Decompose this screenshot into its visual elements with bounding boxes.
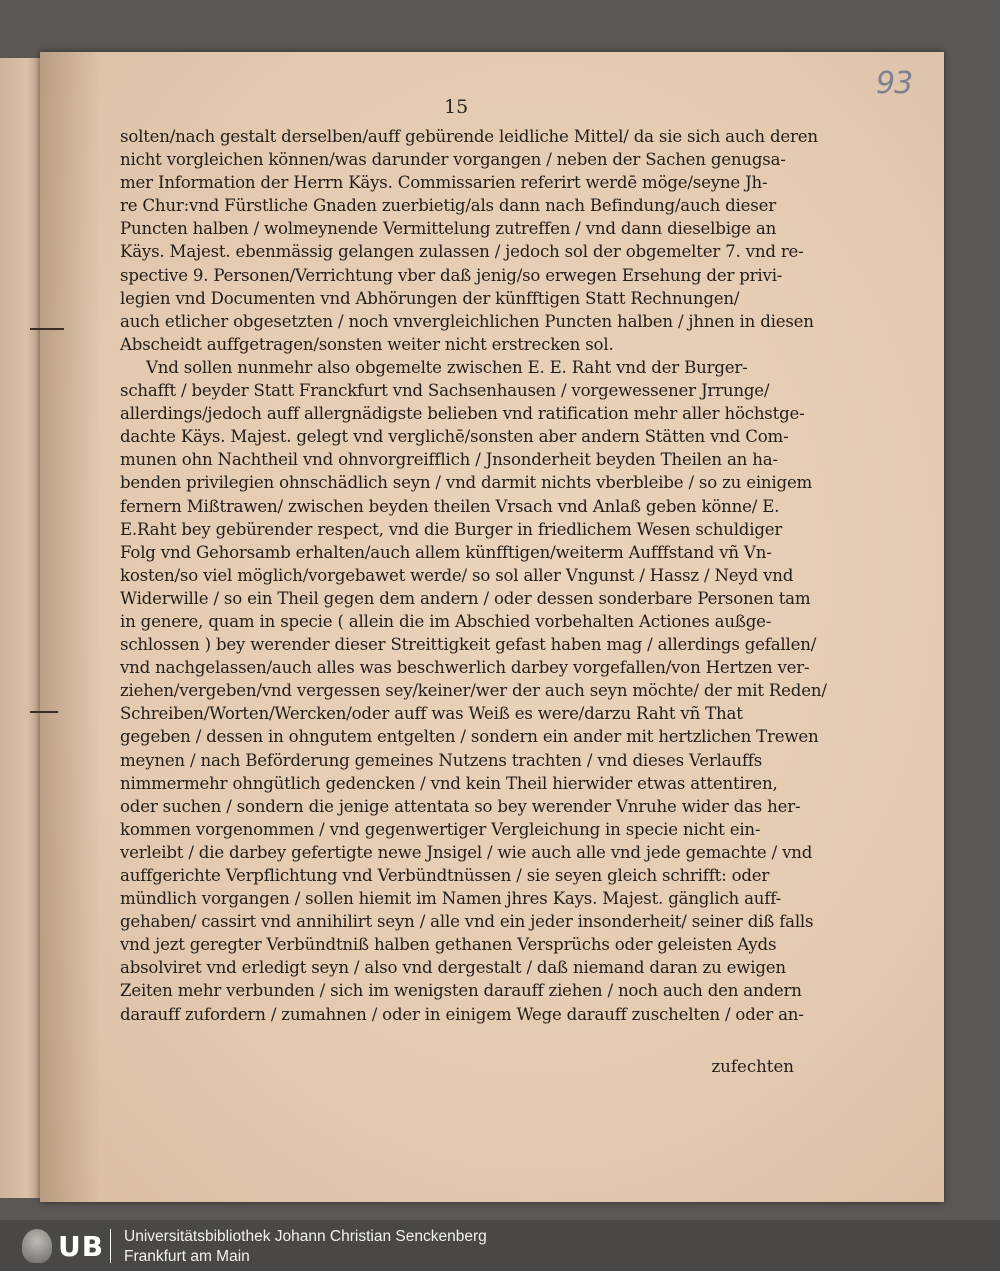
text-line: mer Information der Herrn Käys. Commissarien referirt werdē möge/seyne Jh- <box>120 173 768 193</box>
text-line: darauff zufordern / zumahnen / oder in einigem Wege darauff zuschelten / oder an- <box>120 1004 804 1024</box>
text-line: oder suchen / sondern die jenige attentata so bey werender Vnruhe wider das her- <box>120 796 801 816</box>
text-line: re Chur:vnd Fürstliche Gnaden zuerbietig/als dann nach Befindung/auch dieser <box>120 196 776 216</box>
footer-bar <box>0 1220 1000 1271</box>
text-line: E.Raht bey gebürender respect, vnd die Burger in friedlichem Wesen schuldiger <box>120 519 783 539</box>
ub-logo[interactable] <box>22 1228 114 1264</box>
binding-mark <box>30 711 58 713</box>
text-line: schlossen ) bey werender dieser Streittigkeit gefast haben mag / allerdings gefallen/ <box>120 635 817 655</box>
text-line: Folg vnd Gehorsamb erhalten/auch allem künfftigen/weiterm Aufffstand vñ Vn- <box>120 542 772 562</box>
text-line: spective 9. Personen/Verrichtung vber daß jenig/so erwegen Ersehung der privi- <box>120 265 783 285</box>
text-line: nicht vorgleichen können/was darunder vorgangen / neben der Sachen genugsa- <box>120 150 786 170</box>
portrait-icon <box>22 1229 52 1263</box>
body-text <box>120 125 842 1026</box>
text-line: verleibt / die darbey gefertigte newe Jnsigel / wie auch alle vnd jede gemachte / vnd <box>120 842 813 862</box>
text-line: vnd nachgelassen/auch alles was beschwerlich darbey vorgefallen/von Hertzen ver- <box>120 658 810 678</box>
text-line: benden privilegien ohnschädlich seyn / vnd darmit nichts vberbleibe / so zu einigem <box>120 473 813 493</box>
text-line: Schreiben/Worten/Wercken/oder auff was Weiß es were/darzu Raht vñ That <box>120 704 743 724</box>
text-line: Käys. Majest. ebenmässig gelangen zulassen / jedoch sol der obgemelter 7. vnd re- <box>120 242 804 262</box>
text-line: kosten/so viel möglich/vorgebawet werde/ so sol aller Vngunst / Hassz / Neyd vnd <box>120 565 794 585</box>
text-line: ziehen/vergeben/vnd vergessen sey/keiner/wer der auch seyn möchte/ der mit Reden/ <box>120 681 827 701</box>
library-name: Universitätsbibliothek Johann Christian Senckenberg <box>124 1228 487 1245</box>
binding-mark <box>30 328 64 330</box>
catchword: zufechten <box>711 1057 794 1076</box>
text-line: allerdings/jedoch auff allergnädigste belieben vnd ratification mehr aller höchstge- <box>120 404 805 424</box>
text-line: kommen vorgenommen / vnd gegenwertiger Vergleichung in specie nicht ein- <box>120 819 761 839</box>
text-line: auffgerichte Verpflichtung vnd Verbündtnüssen / sie seyen gleich schrifft: oder <box>120 866 770 885</box>
text-line: Widerwille / so ein Theil gegen dem andern / oder dessen sonderbare Personen tam <box>120 588 811 608</box>
logo-divider <box>110 1229 111 1263</box>
folio-number: 93 <box>876 66 913 101</box>
text-line: in genere, quam in specie ( allein die im Abschied vorbehalten Actiones außge- <box>120 611 772 631</box>
text-line: munen ohn Nachtheil vnd ohnvorgreifflich / Jnsonderheit beyden Theilen an ha- <box>120 450 778 470</box>
text-line: Vnd sollen nunmehr also obgemelte zwischen E. E. Raht vnd der Burger- <box>146 357 748 377</box>
text-line: gehaben/ cassirt vnd annihilirt seyn / alle vnd ein jeder insonderheit/ seiner diß falls <box>120 912 814 932</box>
text-line: absolviret vnd erledigt seyn / also vnd dergestalt / daß niemand daran zu ewigen <box>120 958 786 978</box>
ub-logo-text: UB <box>58 1229 105 1263</box>
text-line: Zeiten mehr verbunden / sich im wenigsten darauff ziehen / noch auch den andern <box>120 981 802 1001</box>
text-line: fernern Mißtrawen/ zwischen beyden theilen Vrsach vnd Anlaß geben könne/ E. <box>120 496 780 516</box>
page-number: 15 <box>444 96 469 118</box>
text-line: schafft / beyder Statt Franckfurt vnd Sachsenhausen / vorgewessener Jrrunge/ <box>120 381 770 401</box>
text-line: legien vnd Documenten vnd Abhörungen der künfftigen Statt Rechnungen/ <box>120 288 740 308</box>
library-city: Frankfurt am Main <box>124 1248 250 1265</box>
text-line: Abscheidt auffgetragen/sonsten weiter nicht erstrecken sol. <box>120 334 614 354</box>
text-line: nimmermehr ohngütlich gedencken / vnd kein Theil hierwider etwas attentiren, <box>120 773 778 793</box>
text-line: meynen / nach Beförderung gemeines Nutzens trachten / vnd dieses Verlauffs <box>120 750 763 770</box>
page-gutter-shadow <box>40 52 100 1202</box>
text-line: gegeben / dessen in ohngutem entgelten / sondern ein ander mit hertzlichen Trewen <box>120 727 819 747</box>
text-line: mündlich vorgangen / sollen hiemit im Namen jhres Kays. Majest. gänglich auff- <box>120 889 781 909</box>
text-line: auch etlicher obgesetzten / noch vnvergleichlichen Puncten halben / jhnen in diesen <box>120 311 814 331</box>
previous-page-edge <box>0 58 44 1198</box>
text-line: vnd jezt geregter Verbündtniß halben gethanen Versprüchs oder geleisten Ayds <box>120 935 777 955</box>
text-line: solten/nach gestalt derselben/auff gebürende leidliche Mittel/ da sie sich auch deren <box>120 127 818 146</box>
text-line: dachte Käys. Majest. gelegt vnd verglichē/sonsten aber andern Stätten vnd Com- <box>120 427 789 447</box>
document-page <box>40 52 944 1202</box>
text-line: Puncten halben / wolmeynende Vermittelung zutreffen / vnd dann dieselbige an <box>120 219 777 239</box>
